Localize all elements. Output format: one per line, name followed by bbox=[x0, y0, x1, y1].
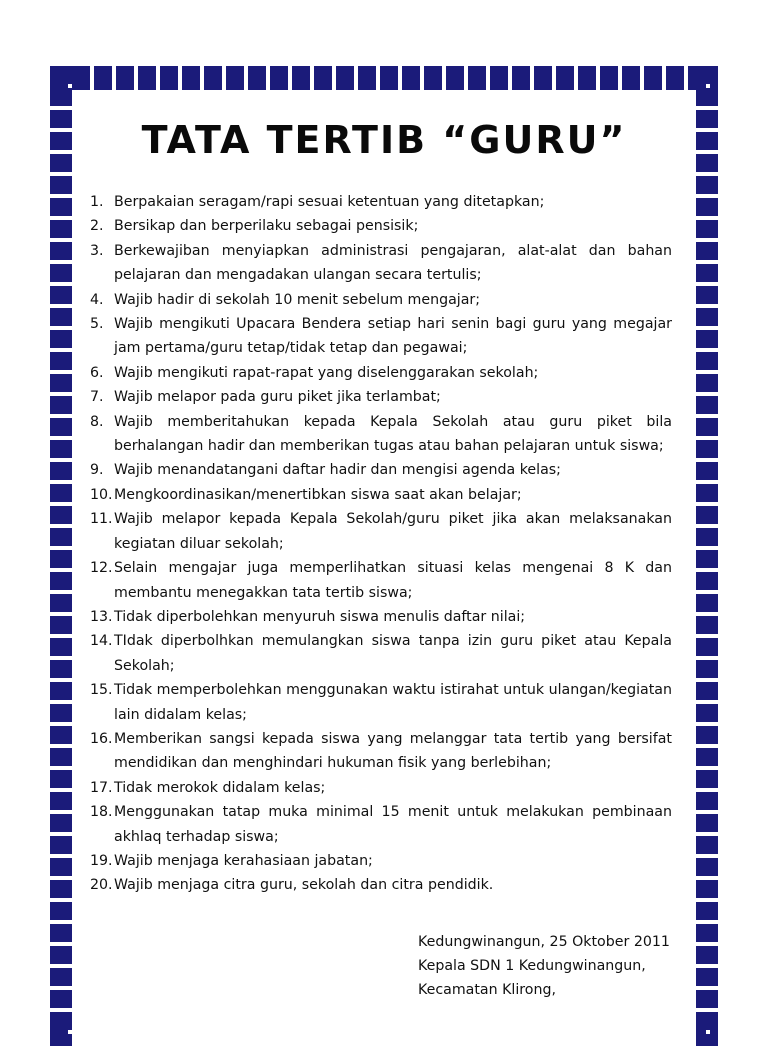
signature-position: Kepala SDN 1 Kedungwinangun, bbox=[418, 958, 646, 974]
list-item bbox=[90, 385, 672, 409]
rule-text: Wajib hadir di sekolah 10 menit sebelum mengajar; bbox=[114, 291, 481, 308]
rule-text: Selain mengajar juga memperlihatkan situasi kelas mengenai 8 K dan membantu menegakkan tata tertib siswa; bbox=[114, 560, 672, 601]
rule-text: Wajib mengikuti Upacara Bendera setiap hari senin bagi guru yang megajar jam pertama/guru tetap/tidak tetap dan pegawai; bbox=[114, 316, 672, 357]
rule-number: 14. bbox=[90, 633, 113, 650]
rule-number: 10. bbox=[90, 486, 113, 503]
rule-text: Wajib melapor kepada Kepala Sekolah/guru piket jika akan melaksanakan kegiatan diluar sekolah; bbox=[114, 511, 672, 552]
list-item bbox=[90, 361, 672, 385]
rule-text: Memberikan sangsi kepada siswa yang melanggar tata tertib yang bersifat mendidikan dan menghindari hukuman fisik yang berlebihan; bbox=[114, 730, 672, 772]
rule-number: 20. bbox=[90, 877, 113, 894]
list-item bbox=[90, 214, 672, 238]
rule-text: Wajib memberitahukan kepada Kepala Sekolah atau guru piket bila berhalangan hadir dan memberikan tugas atau bahan pelajaran untuk siswa; bbox=[114, 413, 672, 455]
list-item bbox=[90, 312, 672, 361]
rule-text: Wajib menjaga kerahasiaan jabatan; bbox=[114, 852, 373, 869]
rule-text: Tidak diperbolehkan menyuruh siswa menulis daftar nilai; bbox=[114, 608, 526, 625]
rule-number: 9. bbox=[90, 462, 104, 479]
list-item bbox=[90, 410, 672, 459]
rule-text: Wajib melapor pada guru piket jika terlambat; bbox=[114, 389, 441, 406]
rule-number: 13. bbox=[90, 608, 113, 625]
rule-number: 19. bbox=[90, 852, 113, 869]
rule-text: TIdak diperbolhkan memulangkan siswa tanpa izin guru piket atau Kepala Sekolah; bbox=[114, 633, 672, 674]
list-item bbox=[90, 507, 672, 556]
list-item bbox=[90, 556, 672, 605]
rule-number: 15. bbox=[90, 682, 113, 699]
list-item bbox=[90, 288, 672, 312]
rule-number: 8. bbox=[90, 413, 104, 430]
document-title: TATA TERTIB “GURU” bbox=[141, 118, 627, 162]
list-item bbox=[90, 605, 672, 629]
rule-text: Tidak merokok didalam kelas; bbox=[114, 779, 326, 796]
rule-text: Wajib menjaga citra guru, sekolah dan citra pendidik. bbox=[114, 877, 494, 894]
signature-place-date: Kedungwinangun, 25 Oktober 2011 bbox=[418, 934, 670, 950]
rule-number: 6. bbox=[90, 364, 104, 381]
list-item bbox=[90, 678, 672, 727]
list-item bbox=[90, 239, 672, 288]
rule-number: 1. bbox=[90, 194, 104, 210]
rule-number: 18. bbox=[90, 804, 113, 821]
rule-text: Berpakaian seragam/rapi sesuai ketentuan yang ditetapkan; bbox=[114, 194, 545, 210]
list-item bbox=[90, 727, 672, 776]
rule-number: 17. bbox=[90, 779, 113, 796]
rule-number: 2. bbox=[90, 218, 104, 235]
rule-number: 7. bbox=[90, 389, 104, 406]
rule-text: Tidak memperbolehkan menggunakan waktu istirahat untuk ulangan/kegiatan lain didalam kelas; bbox=[114, 682, 672, 723]
rule-text: Berkewajiban menyiapkan administrasi pengajaran, alat-alat dan bahan pelajaran dan mengadakan ulangan secara tertulis; bbox=[114, 242, 672, 284]
border-right bbox=[696, 66, 718, 1046]
rule-text: Wajib mengikuti rapat-rapat yang diselenggarakan sekolah; bbox=[114, 364, 539, 381]
rule-text: Wajib menandatangani daftar hadir dan mengisi agenda kelas; bbox=[114, 462, 561, 479]
list-item bbox=[90, 629, 672, 678]
rules-list bbox=[90, 190, 672, 898]
list-item bbox=[90, 458, 672, 482]
list-item bbox=[90, 190, 672, 214]
rule-text: Bersikap dan berperilaku sebagai pensisik; bbox=[114, 218, 419, 235]
list-item bbox=[90, 776, 672, 800]
list-item bbox=[90, 873, 672, 897]
list-item bbox=[90, 800, 672, 849]
rule-text: Mengkoordinasikan/menertibkan siswa saat akan belajar; bbox=[114, 486, 522, 503]
border-top bbox=[50, 66, 718, 90]
rule-number: 12. bbox=[90, 560, 113, 577]
list-item bbox=[90, 849, 672, 873]
rule-number: 4. bbox=[90, 291, 104, 308]
rule-number: 16. bbox=[90, 730, 113, 747]
signature-block bbox=[418, 930, 670, 1002]
rule-number: 11. bbox=[90, 511, 113, 528]
signature-district: Kecamatan Klirong, bbox=[418, 982, 556, 998]
border-left bbox=[50, 66, 72, 1046]
rule-number: 3. bbox=[90, 242, 104, 259]
rule-number: 5. bbox=[90, 316, 104, 333]
list-item bbox=[90, 483, 672, 507]
rule-text: Menggunakan tatap muka minimal 15 menit untuk melakukan pembinaan akhlaq terhadap siswa; bbox=[114, 804, 672, 845]
